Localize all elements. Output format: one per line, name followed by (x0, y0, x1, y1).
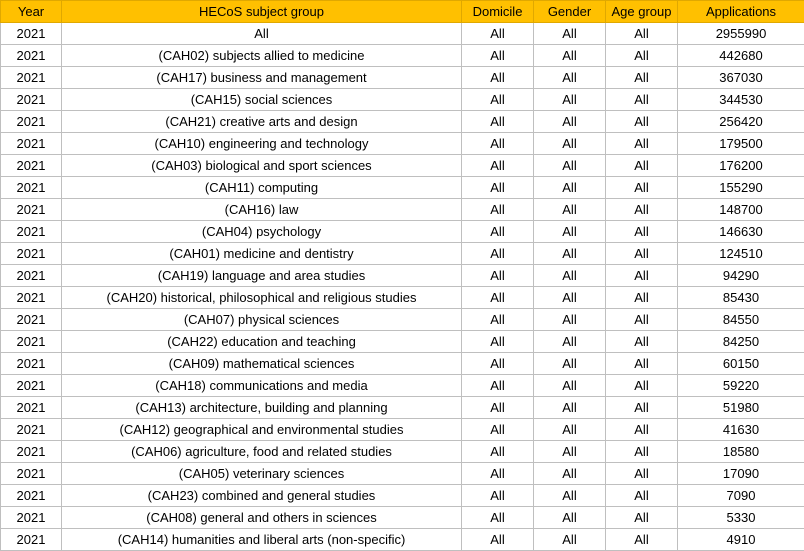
cell-applications: 84250 (678, 331, 804, 353)
table-row (1, 45, 804, 67)
cell-age-group: All (606, 67, 678, 89)
table-row (1, 309, 804, 331)
cell-age-group: All (606, 353, 678, 375)
table-row (1, 419, 804, 441)
cell-gender: All (534, 67, 606, 89)
cell-applications: 124510 (678, 243, 804, 265)
cell-age-group: All (606, 45, 678, 67)
cell-domicile: All (462, 397, 534, 419)
header-row (1, 1, 804, 23)
cell-gender: All (534, 243, 606, 265)
cell-domicile: All (462, 463, 534, 485)
cell-year: 2021 (1, 265, 62, 287)
cell-gender: All (534, 221, 606, 243)
cell-gender: All (534, 309, 606, 331)
cell-age-group: All (606, 23, 678, 45)
cell-applications: 41630 (678, 419, 804, 441)
cell-domicile: All (462, 265, 534, 287)
cell-gender: All (534, 287, 606, 309)
cell-year: 2021 (1, 133, 62, 155)
table-row (1, 331, 804, 353)
cell-age-group: All (606, 199, 678, 221)
cell-applications: 51980 (678, 397, 804, 419)
cell-gender: All (534, 23, 606, 45)
cell-subject-group: (CAH04) psychology (62, 221, 462, 243)
cell-gender: All (534, 155, 606, 177)
cell-domicile: All (462, 67, 534, 89)
header-age-group: Age group (606, 1, 678, 23)
table-row (1, 177, 804, 199)
cell-applications: 4910 (678, 529, 804, 551)
cell-gender: All (534, 331, 606, 353)
table-row (1, 507, 804, 529)
cell-applications: 2955990 (678, 23, 804, 45)
cell-subject-group: (CAH12) geographical and environmental studies (62, 419, 462, 441)
cell-subject-group: (CAH23) combined and general studies (62, 485, 462, 507)
cell-gender: All (534, 419, 606, 441)
table-row (1, 529, 804, 551)
cell-domicile: All (462, 177, 534, 199)
cell-year: 2021 (1, 287, 62, 309)
cell-year: 2021 (1, 199, 62, 221)
cell-domicile: All (462, 353, 534, 375)
cell-gender: All (534, 485, 606, 507)
table-row (1, 221, 804, 243)
cell-year: 2021 (1, 331, 62, 353)
cell-domicile: All (462, 23, 534, 45)
cell-subject-group: (CAH17) business and management (62, 67, 462, 89)
cell-domicile: All (462, 133, 534, 155)
cell-subject-group: (CAH10) engineering and technology (62, 133, 462, 155)
cell-subject-group: (CAH06) agriculture, food and related studies (62, 441, 462, 463)
cell-gender: All (534, 507, 606, 529)
cell-gender: All (534, 111, 606, 133)
cell-applications: 176200 (678, 155, 804, 177)
cell-gender: All (534, 441, 606, 463)
table-row (1, 463, 804, 485)
cell-age-group: All (606, 111, 678, 133)
table-row (1, 485, 804, 507)
cell-year: 2021 (1, 375, 62, 397)
cell-applications: 148700 (678, 199, 804, 221)
cell-year: 2021 (1, 155, 62, 177)
cell-subject-group: (CAH09) mathematical sciences (62, 353, 462, 375)
cell-gender: All (534, 265, 606, 287)
cell-age-group: All (606, 441, 678, 463)
cell-age-group: All (606, 243, 678, 265)
cell-domicile: All (462, 89, 534, 111)
cell-gender: All (534, 45, 606, 67)
table-row (1, 265, 804, 287)
cell-applications: 59220 (678, 375, 804, 397)
cell-age-group: All (606, 309, 678, 331)
cell-subject-group: (CAH07) physical sciences (62, 309, 462, 331)
table-row (1, 23, 804, 45)
table-row (1, 111, 804, 133)
cell-age-group: All (606, 265, 678, 287)
cell-domicile: All (462, 309, 534, 331)
cell-domicile: All (462, 111, 534, 133)
cell-year: 2021 (1, 67, 62, 89)
cell-year: 2021 (1, 111, 62, 133)
cell-domicile: All (462, 441, 534, 463)
cell-applications: 179500 (678, 133, 804, 155)
cell-domicile: All (462, 507, 534, 529)
cell-gender: All (534, 463, 606, 485)
cell-age-group: All (606, 375, 678, 397)
cell-year: 2021 (1, 45, 62, 67)
header-gender: Gender (534, 1, 606, 23)
cell-gender: All (534, 375, 606, 397)
cell-year: 2021 (1, 243, 62, 265)
table-row (1, 199, 804, 221)
table-row (1, 441, 804, 463)
cell-year: 2021 (1, 419, 62, 441)
cell-age-group: All (606, 89, 678, 111)
cell-applications: 344530 (678, 89, 804, 111)
cell-gender: All (534, 89, 606, 111)
cell-year: 2021 (1, 529, 62, 551)
cell-domicile: All (462, 287, 534, 309)
table-body (1, 23, 804, 551)
cell-domicile: All (462, 155, 534, 177)
cell-subject-group: (CAH15) social sciences (62, 89, 462, 111)
cell-domicile: All (462, 45, 534, 67)
cell-domicile: All (462, 221, 534, 243)
cell-age-group: All (606, 221, 678, 243)
cell-domicile: All (462, 529, 534, 551)
cell-subject-group: (CAH18) communications and media (62, 375, 462, 397)
cell-year: 2021 (1, 353, 62, 375)
header-applications: Applications (678, 1, 804, 23)
cell-gender: All (534, 397, 606, 419)
header-year: Year (1, 1, 62, 23)
cell-subject-group: (CAH14) humanities and liberal arts (non-specific) (62, 529, 462, 551)
cell-age-group: All (606, 133, 678, 155)
cell-subject-group: (CAH05) veterinary sciences (62, 463, 462, 485)
table-row (1, 375, 804, 397)
table-row (1, 67, 804, 89)
cell-applications: 146630 (678, 221, 804, 243)
cell-applications: 367030 (678, 67, 804, 89)
cell-gender: All (534, 133, 606, 155)
table-row (1, 243, 804, 265)
cell-age-group: All (606, 463, 678, 485)
cell-domicile: All (462, 243, 534, 265)
cell-subject-group: (CAH13) architecture, building and planning (62, 397, 462, 419)
table-row (1, 155, 804, 177)
cell-subject-group: (CAH22) education and teaching (62, 331, 462, 353)
cell-year: 2021 (1, 397, 62, 419)
cell-year: 2021 (1, 221, 62, 243)
table-row (1, 133, 804, 155)
cell-age-group: All (606, 177, 678, 199)
table-row (1, 89, 804, 111)
cell-age-group: All (606, 397, 678, 419)
cell-applications: 94290 (678, 265, 804, 287)
cell-age-group: All (606, 485, 678, 507)
cell-subject-group: (CAH20) historical, philosophical and religious studies (62, 287, 462, 309)
cell-applications: 85430 (678, 287, 804, 309)
cell-applications: 7090 (678, 485, 804, 507)
cell-year: 2021 (1, 463, 62, 485)
cell-gender: All (534, 353, 606, 375)
cell-subject-group: All (62, 23, 462, 45)
table-row (1, 287, 804, 309)
cell-subject-group: (CAH21) creative arts and design (62, 111, 462, 133)
table-row (1, 397, 804, 419)
cell-subject-group: (CAH01) medicine and dentistry (62, 243, 462, 265)
cell-gender: All (534, 529, 606, 551)
cell-gender: All (534, 177, 606, 199)
cell-year: 2021 (1, 441, 62, 463)
cell-year: 2021 (1, 23, 62, 45)
cell-applications: 84550 (678, 309, 804, 331)
header-subject-group: HECoS subject group (62, 1, 462, 23)
cell-domicile: All (462, 199, 534, 221)
cell-subject-group: (CAH08) general and others in sciences (62, 507, 462, 529)
cell-year: 2021 (1, 89, 62, 111)
cell-age-group: All (606, 155, 678, 177)
cell-applications: 442680 (678, 45, 804, 67)
cell-age-group: All (606, 507, 678, 529)
cell-age-group: All (606, 331, 678, 353)
cell-year: 2021 (1, 485, 62, 507)
cell-year: 2021 (1, 507, 62, 529)
cell-domicile: All (462, 419, 534, 441)
cell-applications: 18580 (678, 441, 804, 463)
cell-age-group: All (606, 529, 678, 551)
cell-applications: 256420 (678, 111, 804, 133)
cell-applications: 17090 (678, 463, 804, 485)
cell-subject-group: (CAH16) law (62, 199, 462, 221)
cell-age-group: All (606, 419, 678, 441)
cell-domicile: All (462, 331, 534, 353)
cell-applications: 155290 (678, 177, 804, 199)
cell-subject-group: (CAH02) subjects allied to medicine (62, 45, 462, 67)
cell-domicile: All (462, 375, 534, 397)
header-domicile: Domicile (462, 1, 534, 23)
cell-age-group: All (606, 287, 678, 309)
cell-subject-group: (CAH03) biological and sport sciences (62, 155, 462, 177)
cell-subject-group: (CAH19) language and area studies (62, 265, 462, 287)
table-row (1, 353, 804, 375)
cell-subject-group: (CAH11) computing (62, 177, 462, 199)
cell-gender: All (534, 199, 606, 221)
cell-domicile: All (462, 485, 534, 507)
cell-applications: 5330 (678, 507, 804, 529)
cell-year: 2021 (1, 177, 62, 199)
cell-applications: 60150 (678, 353, 804, 375)
cell-year: 2021 (1, 309, 62, 331)
